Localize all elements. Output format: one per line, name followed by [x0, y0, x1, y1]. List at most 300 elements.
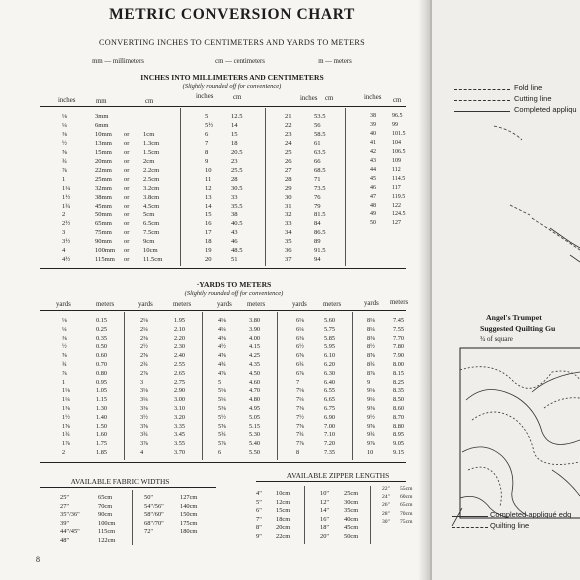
- fabric-inch: 50": [144, 494, 153, 501]
- inches-col-header: inches: [196, 93, 214, 100]
- meter-value: 0.50: [96, 343, 108, 351]
- or-text: or: [124, 139, 130, 147]
- cm-value: 99: [392, 121, 398, 128]
- or-text: or: [124, 211, 130, 219]
- inch-value: ¾: [62, 157, 67, 165]
- zipper-lengths-heading: AVAILABLE ZIPPER LENGTHS: [286, 471, 390, 480]
- yard-value: 1: [62, 378, 66, 386]
- yard-value: 3½: [140, 413, 148, 421]
- inch-value: 4½: [62, 256, 71, 264]
- right-page: [432, 0, 580, 580]
- or-text: or: [124, 184, 130, 192]
- inch-value: 1¾: [62, 202, 71, 210]
- inch-value: 22: [285, 121, 292, 129]
- meter-value: 0.95: [96, 378, 108, 386]
- inches-col-header: cm: [145, 98, 154, 105]
- meter-value: 9.15: [393, 449, 405, 456]
- yard-value: 8: [296, 449, 300, 456]
- zipper-cm: 50cm: [344, 533, 359, 540]
- or-text: or: [124, 193, 130, 201]
- zipper-inch: 16": [320, 515, 329, 523]
- zipper-cm: 70cm: [400, 510, 413, 517]
- inch-value: 41: [370, 139, 376, 146]
- inch-value: 28: [285, 175, 292, 183]
- yard-value: 4⅞: [218, 369, 226, 377]
- mm-value: 6mm: [95, 121, 109, 129]
- cm-value: 40.5: [231, 220, 243, 228]
- cm-value: 7.5cm: [143, 229, 160, 237]
- fabric-cm: 65cm: [98, 494, 113, 501]
- fabric-cm: 175cm: [180, 519, 198, 527]
- yards-col-header: yards: [292, 301, 307, 308]
- meter-value: 1.60: [96, 431, 108, 439]
- cm-value: 12.5: [231, 113, 243, 120]
- yard-value: 5⅛: [218, 387, 226, 395]
- inch-value: 40: [370, 130, 376, 137]
- yard-value: 9: [367, 378, 371, 386]
- meter-value: 1.85: [96, 449, 108, 456]
- page-title: METRIC CONVERSION CHART: [109, 6, 355, 23]
- yard-value: 7: [296, 378, 300, 386]
- meter-value: 5.05: [249, 413, 261, 421]
- cm-value: 10cm: [143, 247, 158, 255]
- yard-value: 5¾: [218, 431, 226, 439]
- inch-value: 38: [370, 113, 376, 119]
- fabric-cm: 127cm: [180, 494, 198, 501]
- yard-value: 4: [140, 449, 144, 456]
- meter-value: 6.90: [324, 413, 336, 421]
- inch-value: 1½: [62, 193, 71, 201]
- cm-value: 20.5: [231, 148, 243, 156]
- meter-value: 9.05: [393, 440, 405, 448]
- meter-value: 2.40: [174, 352, 186, 360]
- zipper-inch: 20": [320, 533, 329, 540]
- meter-value: 8.15: [393, 369, 405, 377]
- zipper-cm: 30cm: [344, 498, 359, 506]
- pattern-drawing: [432, 0, 580, 580]
- yards-col-header: yards: [217, 301, 232, 308]
- pattern-title: Angel's Trumpet: [486, 313, 542, 322]
- yard-value: 1⅝: [62, 422, 70, 430]
- fabric-inch: 27": [60, 502, 69, 510]
- fabric-cm: 122cm: [98, 537, 116, 544]
- yard-value: ⅞: [62, 369, 67, 377]
- cm-value: 3.2cm: [143, 184, 160, 192]
- meter-value: 5.85: [324, 334, 336, 342]
- meter-value: 2.65: [174, 369, 186, 377]
- cm-value: 15: [231, 130, 238, 138]
- inch-value: 35: [285, 238, 292, 246]
- yards-col-header: meters: [173, 301, 192, 308]
- zipper-cm: 18cm: [276, 515, 291, 523]
- yard-value: 7½: [296, 413, 304, 421]
- cm-value: 25.5: [231, 166, 243, 174]
- meter-value: 4.25: [249, 352, 261, 360]
- yards-heading: ·YARDS TO METERS: [196, 280, 272, 289]
- inch-value: 45: [370, 175, 376, 182]
- zipper-cm: 40cm: [344, 515, 359, 523]
- cm-value: 48.5: [231, 247, 243, 255]
- cm-value: 23: [231, 157, 238, 165]
- inch-value: 42: [370, 148, 376, 155]
- inch-value: ⅛: [62, 113, 67, 120]
- cm-value: 109: [392, 157, 401, 164]
- yard-value: 8¼: [367, 325, 375, 333]
- fabric-inch: 44"/45": [60, 528, 80, 536]
- cm-value: 96.5: [392, 113, 403, 119]
- completed-applique-label: Completed appliqu: [514, 105, 577, 114]
- cm-value: 1.5cm: [143, 148, 160, 156]
- yards-col-header: meters: [323, 301, 342, 308]
- inch-value: 16: [205, 220, 212, 228]
- meter-value: 7.70: [393, 334, 405, 342]
- yard-value: 7⅛: [296, 387, 304, 395]
- zipper-cm: 10cm: [276, 490, 291, 497]
- inches-col-header: cm: [325, 95, 334, 102]
- inch-value: 20: [205, 256, 212, 264]
- inch-value: 48: [370, 202, 376, 209]
- yard-value: ⅛: [62, 317, 67, 324]
- yard-value: 3⅜: [140, 405, 148, 412]
- inch-value: 5½: [205, 121, 214, 129]
- page-subtitle: CONVERTING INCHES TO CENTIMETERS AND YARDS TO METERS: [99, 38, 365, 47]
- yard-value: 5⅞: [218, 440, 226, 448]
- inches-heading: INCHES INTO MILLIMETERS AND CENTIMETERS: [140, 73, 324, 82]
- cm-value: 81.5: [314, 211, 326, 219]
- zipper-inch: 28": [382, 510, 390, 517]
- zipper-cm: 65cm: [400, 502, 413, 509]
- yard-value: 6¾: [296, 361, 304, 368]
- inch-value: 13: [205, 193, 212, 201]
- inches-divider-2: [265, 108, 266, 266]
- yard-value: 3⅛: [140, 387, 148, 395]
- zipper-cm: 75cm: [400, 518, 413, 525]
- inch-value: ⅝: [62, 148, 67, 156]
- inch-value: 10: [205, 166, 212, 174]
- meter-value: 6.30: [324, 369, 336, 377]
- meter-value: 4.80: [249, 396, 261, 404]
- cm-value: 94: [314, 256, 321, 264]
- cm-value: 79: [314, 202, 321, 210]
- fabric-inch: 58"/60": [144, 511, 164, 519]
- fabric-header-rule: [40, 487, 216, 488]
- meter-value: 8.70: [393, 413, 405, 421]
- meter-value: 8.50: [393, 396, 405, 404]
- yard-value: 2: [62, 449, 66, 456]
- yards-header-rule: [40, 310, 406, 311]
- inch-value: 14: [205, 202, 212, 210]
- meter-value: 6.55: [324, 387, 336, 395]
- fabric-inch: 25": [60, 494, 69, 501]
- meter-value: 1.15: [96, 396, 108, 404]
- cm-value: 1.3cm: [143, 139, 160, 147]
- cm-value: 104: [392, 139, 401, 146]
- inch-value: 19: [205, 247, 212, 255]
- meter-value: 7.45: [393, 317, 405, 324]
- cm-value: 124.5: [392, 211, 406, 218]
- mm-value: 10mm: [95, 130, 112, 138]
- cm-value: 101.5: [392, 130, 406, 137]
- mm-value: 25mm: [95, 175, 112, 183]
- meter-value: 4.70: [249, 387, 261, 395]
- yard-value: 3⅝: [140, 422, 148, 430]
- meter-value: 2.90: [174, 387, 186, 395]
- yard-value: 1¾: [62, 431, 70, 439]
- fabric-inch: 72": [144, 528, 153, 536]
- yard-value: 6¼: [296, 325, 304, 333]
- inch-value: 4: [62, 247, 66, 255]
- zipper-cm: 55cm: [400, 486, 413, 492]
- yard-value: 3¾: [140, 431, 148, 439]
- yards-note: (Slightly rounded off for convenience): [184, 290, 284, 297]
- yard-value: 5⅝: [218, 422, 226, 430]
- inch-value: 32: [285, 211, 292, 219]
- inch-value: 46: [370, 184, 376, 191]
- meter-value: 7.35: [324, 449, 336, 456]
- cm-value: 38: [231, 211, 238, 219]
- yard-value: 9⅜: [367, 405, 375, 412]
- meter-value: 0.25: [96, 325, 108, 333]
- cm-value: 66: [314, 157, 321, 165]
- fold-line-label: Fold line: [514, 83, 543, 92]
- meter-value: 3.10: [174, 405, 186, 412]
- meter-value: 6.10: [324, 352, 336, 360]
- mm-value: 115mm: [95, 256, 115, 264]
- cm-value: 84: [314, 220, 321, 228]
- meter-value: 2.30: [174, 343, 186, 351]
- fabric-cm: 90cm: [98, 511, 113, 519]
- yard-value: 4⅝: [218, 352, 226, 360]
- cm-value: 6.5cm: [143, 220, 160, 228]
- yard-value: 10: [367, 449, 374, 456]
- meter-value: 4.50: [249, 369, 261, 377]
- cm-value: 28: [231, 175, 238, 183]
- inch-value: 26: [285, 157, 292, 165]
- inch-value: 2½: [62, 220, 71, 228]
- mm-value: 38mm: [95, 193, 112, 201]
- inch-value: 24: [285, 139, 292, 147]
- cm-value: 3.8cm: [143, 193, 160, 201]
- yard-value: 6: [218, 449, 222, 456]
- mm-value: 13mm: [95, 139, 112, 147]
- fabric-inch: 35"/36": [60, 511, 80, 519]
- mm-value: 65mm: [95, 220, 112, 228]
- meter-value: 2.75: [174, 378, 186, 386]
- yard-value: 5¼: [218, 396, 226, 404]
- zipper-inch: 22": [382, 486, 390, 492]
- zipper-inch: 24": [382, 494, 390, 501]
- meter-value: 0.80: [96, 369, 108, 377]
- zipper-inch: 26": [382, 502, 390, 509]
- yard-value: 7⅞: [296, 440, 304, 448]
- meter-value: 7.00: [324, 422, 336, 430]
- or-text: or: [124, 166, 130, 174]
- cm-value: 9cm: [143, 238, 155, 246]
- yard-value: 8⅝: [367, 352, 375, 360]
- fabric-divider: [132, 490, 133, 545]
- cm-value: 2cm: [143, 157, 155, 165]
- inch-value: 25: [285, 148, 292, 156]
- yard-value: ⅝: [62, 352, 67, 360]
- meter-value: 5.60: [324, 317, 336, 324]
- yard-value: 2½: [140, 343, 148, 351]
- mm-value: 50mm: [95, 211, 112, 219]
- inch-value: 44: [370, 166, 376, 173]
- cm-value: 46: [231, 238, 238, 246]
- legend-mm: mm — millimeters: [92, 58, 144, 65]
- yard-value: 1½: [62, 413, 70, 421]
- yards-divider-3: [277, 312, 278, 460]
- inch-value: 21: [285, 113, 292, 120]
- meter-value: 4.95: [249, 405, 261, 412]
- meter-value: 1.05: [96, 387, 108, 395]
- meter-value: 1.50: [96, 422, 108, 430]
- inch-value: 9: [205, 157, 209, 165]
- meter-value: 4.15: [249, 343, 261, 351]
- zipper-divider-1: [304, 486, 305, 544]
- yard-value: 9⅛: [367, 387, 375, 395]
- mm-value: 20mm: [95, 157, 112, 165]
- yard-value: 4¾: [218, 361, 226, 368]
- inch-value: 49: [370, 211, 376, 218]
- meter-value: 8.95: [393, 431, 405, 439]
- yard-value: 8⅛: [367, 317, 375, 324]
- cm-value: 112: [392, 166, 401, 173]
- fabric-cm: 70cm: [98, 502, 113, 510]
- yards-divider-4: [352, 312, 353, 460]
- meter-value: 6.20: [324, 361, 336, 368]
- cm-value: 91.5: [314, 247, 326, 255]
- cm-value: 43: [231, 229, 238, 237]
- meter-value: 1.75: [96, 440, 108, 448]
- fabric-cm: 180cm: [180, 528, 198, 536]
- inch-value: 12: [205, 184, 212, 192]
- inch-value: 43: [370, 157, 376, 164]
- inch-value: 15: [205, 211, 212, 219]
- fabric-cm: 140cm: [180, 502, 198, 510]
- zipper-inch: 4": [256, 490, 262, 497]
- mm-value: 22mm: [95, 166, 112, 174]
- inch-value: 11: [205, 175, 212, 183]
- fabric-inch: 54"/56": [144, 502, 164, 510]
- zipper-inch: 14": [320, 507, 329, 515]
- meter-value: 6.40: [324, 378, 336, 386]
- yard-value: ¾: [62, 361, 67, 368]
- fabric-inch: 39": [60, 519, 69, 527]
- cm-value: 58.5: [314, 130, 326, 138]
- cm-value: 106.5: [392, 148, 406, 155]
- yard-value: 9¾: [367, 431, 375, 439]
- yard-value: 3¼: [140, 396, 148, 404]
- inch-value: 1¼: [62, 184, 71, 192]
- cm-value: 68.5: [314, 166, 326, 174]
- meter-value: 3.90: [249, 325, 261, 333]
- meter-value: 7.20: [324, 440, 336, 448]
- inches-col-header: cm: [393, 97, 402, 104]
- zipper-cm: 45cm: [344, 524, 359, 532]
- inch-value: 31: [285, 202, 292, 210]
- cm-value: 2.2cm: [143, 166, 160, 174]
- mm-value: 45mm: [95, 202, 112, 210]
- yard-value: 2⅛: [140, 317, 148, 324]
- yard-value: 2¼: [140, 325, 148, 333]
- page-number: 8: [36, 555, 40, 564]
- cm-value: 2.5cm: [143, 175, 160, 183]
- yard-value: 9⅞: [367, 440, 375, 448]
- yard-value: 6⅞: [296, 369, 304, 377]
- yard-value: 2⅞: [140, 369, 148, 377]
- meter-value: 4.60: [249, 378, 261, 386]
- or-text: or: [124, 130, 130, 138]
- yard-value: 2⅜: [140, 334, 148, 342]
- inches-col-header: mm: [96, 98, 107, 105]
- cm-value: 114.5: [392, 175, 406, 182]
- inch-value: 18: [205, 238, 212, 246]
- cm-value: 18: [231, 139, 238, 147]
- zipper-cm: 22cm: [276, 533, 291, 540]
- yards-col-header: meters: [96, 301, 115, 308]
- or-text: or: [124, 238, 130, 246]
- meter-value: 7.10: [324, 431, 336, 439]
- meter-value: 8.25: [393, 378, 405, 386]
- cm-value: 14: [231, 121, 238, 129]
- or-text: or: [124, 202, 130, 210]
- meter-value: 1.95: [174, 317, 186, 324]
- cm-value: 4.5cm: [143, 202, 160, 210]
- inches-col-header: inches: [58, 97, 76, 104]
- meter-value: 4.35: [249, 361, 261, 368]
- meter-value: 8.80: [393, 422, 405, 430]
- inch-value: 36: [285, 247, 292, 255]
- inches-divider-3: [345, 108, 346, 266]
- inch-value: 30: [285, 193, 292, 201]
- meter-value: 7.90: [393, 352, 405, 360]
- inch-value: 6: [205, 130, 209, 138]
- cm-value: 127: [392, 220, 401, 227]
- yards-bottom-rule: [40, 462, 406, 463]
- yard-value: 1¼: [62, 396, 70, 404]
- or-text: or: [124, 157, 130, 165]
- yard-value: 6½: [296, 343, 304, 351]
- inches-col-header: cm: [233, 94, 242, 101]
- meter-value: 3.35: [174, 422, 186, 430]
- zipper-inch: 9": [256, 533, 262, 540]
- cm-value: 33: [231, 193, 238, 201]
- inch-value: 7: [205, 139, 209, 147]
- yard-value: ½: [62, 343, 67, 351]
- meter-value: 2.10: [174, 325, 186, 333]
- mm-value: 32mm: [95, 184, 112, 192]
- yard-value: ⅜: [62, 334, 67, 342]
- fabric-widths-heading: AVAILABLE FABRIC WIDTHS: [70, 477, 170, 486]
- inch-value: ⅞: [62, 166, 67, 174]
- yard-value: 4½: [218, 343, 226, 351]
- yard-value: 5: [218, 378, 222, 386]
- inch-value: ½: [62, 139, 67, 147]
- cm-value: 89: [314, 238, 321, 246]
- or-text: or: [124, 220, 130, 228]
- zipper-cm: 15cm: [276, 507, 291, 515]
- inch-value: 34: [285, 229, 292, 237]
- meter-value: 3.70: [174, 449, 186, 456]
- zipper-header-rule: [256, 481, 406, 482]
- zipper-inch: 10": [320, 490, 329, 497]
- zipper-cm: 12cm: [276, 498, 291, 506]
- inch-value: 33: [285, 220, 292, 228]
- cm-value: 122: [392, 202, 401, 209]
- meter-value: 2.20: [174, 334, 186, 342]
- meter-value: 7.55: [393, 325, 405, 333]
